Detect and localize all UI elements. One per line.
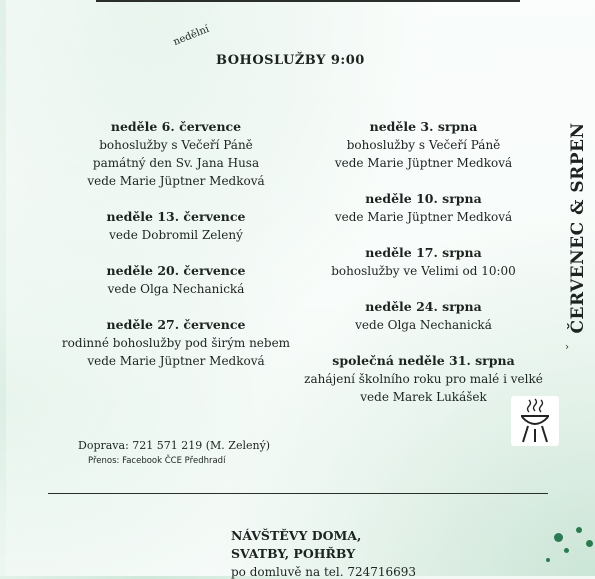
entry-date: neděle 10. srpna [365,191,482,206]
visits-contact: po domluvě na tel. 724716693 [231,565,417,579]
july-column [61,118,291,388]
decor-dot [586,540,593,547]
side-title-text: ČERVENEC & SRPEN [568,122,588,334]
entry-line: vede Marek Lukášek [360,390,487,404]
entry-date: společná neděle 31. srpna [332,353,515,368]
visits-line: SVATBY, POHŘBY [231,546,356,561]
visits-line: NÁVŠTĚVY DOMA, [231,528,362,543]
decor-dot [564,548,569,553]
side-title [568,97,588,359]
rotated-label: nedělní [171,23,211,48]
entry-line: vede Olga Nechanická [107,282,245,296]
schedule-entry [61,118,291,190]
schedule-entry [61,316,291,370]
schedule-entry [296,118,551,172]
page [6,0,595,579]
page-title: BOHOSLUŽBY 9:00 [216,53,365,68]
entry-line: rodinné bohoslužby pod širým nebem [61,336,291,350]
schedule-entry [296,298,551,334]
grill-icon [511,396,559,446]
chevron-right-icon: › [565,342,569,353]
entry-line: vede Marie Jüptner Medková [334,210,513,224]
decor-dot [554,533,563,542]
schedule-entry [61,208,291,244]
decor-dot [546,558,550,562]
entry-date: neděle 24. srpna [365,299,482,314]
entry-line: bohoslužby s Večeří Páně [99,138,253,152]
entry-line: bohoslužby ve Velimi od 10:00 [331,264,516,278]
entry-date: neděle 3. srpna [369,119,478,134]
entry-line: vede Olga Nechanická [355,318,492,332]
schedule-entry [296,244,551,280]
entry-line: vede Marie Jüptner Medková [334,156,513,170]
top-rule [96,0,520,2]
divider [48,493,548,494]
entry-date: neděle 20. července [106,263,246,278]
transport-info: Doprava: 721 571 219 (M. Zelený) [78,439,271,452]
schedule-entry [296,190,551,226]
entry-line: zahájení školního roku pro malé i velké [304,372,543,386]
visits-heading [231,527,361,563]
entry-line: vede Marie Jüptner Medková [87,174,265,188]
entry-line: bohoslužby s Večeří Páně [346,138,501,152]
entry-line: vede Marie Jüptner Medková [87,354,265,368]
entry-line: památný den Sv. Jana Husa [92,156,260,170]
decor-dot [576,527,582,533]
august-column [296,118,551,424]
entry-date: neděle 27. července [106,317,246,332]
entry-date: neděle 17. srpna [365,245,482,260]
entry-date: neděle 6. července [110,119,242,134]
entry-date: neděle 13. července [106,209,246,224]
stream-info: Přenos: Facebook ČCE Předhradí [88,456,226,466]
entry-line: vede Dobromil Zelený [109,228,243,242]
schedule-entry [61,262,291,298]
